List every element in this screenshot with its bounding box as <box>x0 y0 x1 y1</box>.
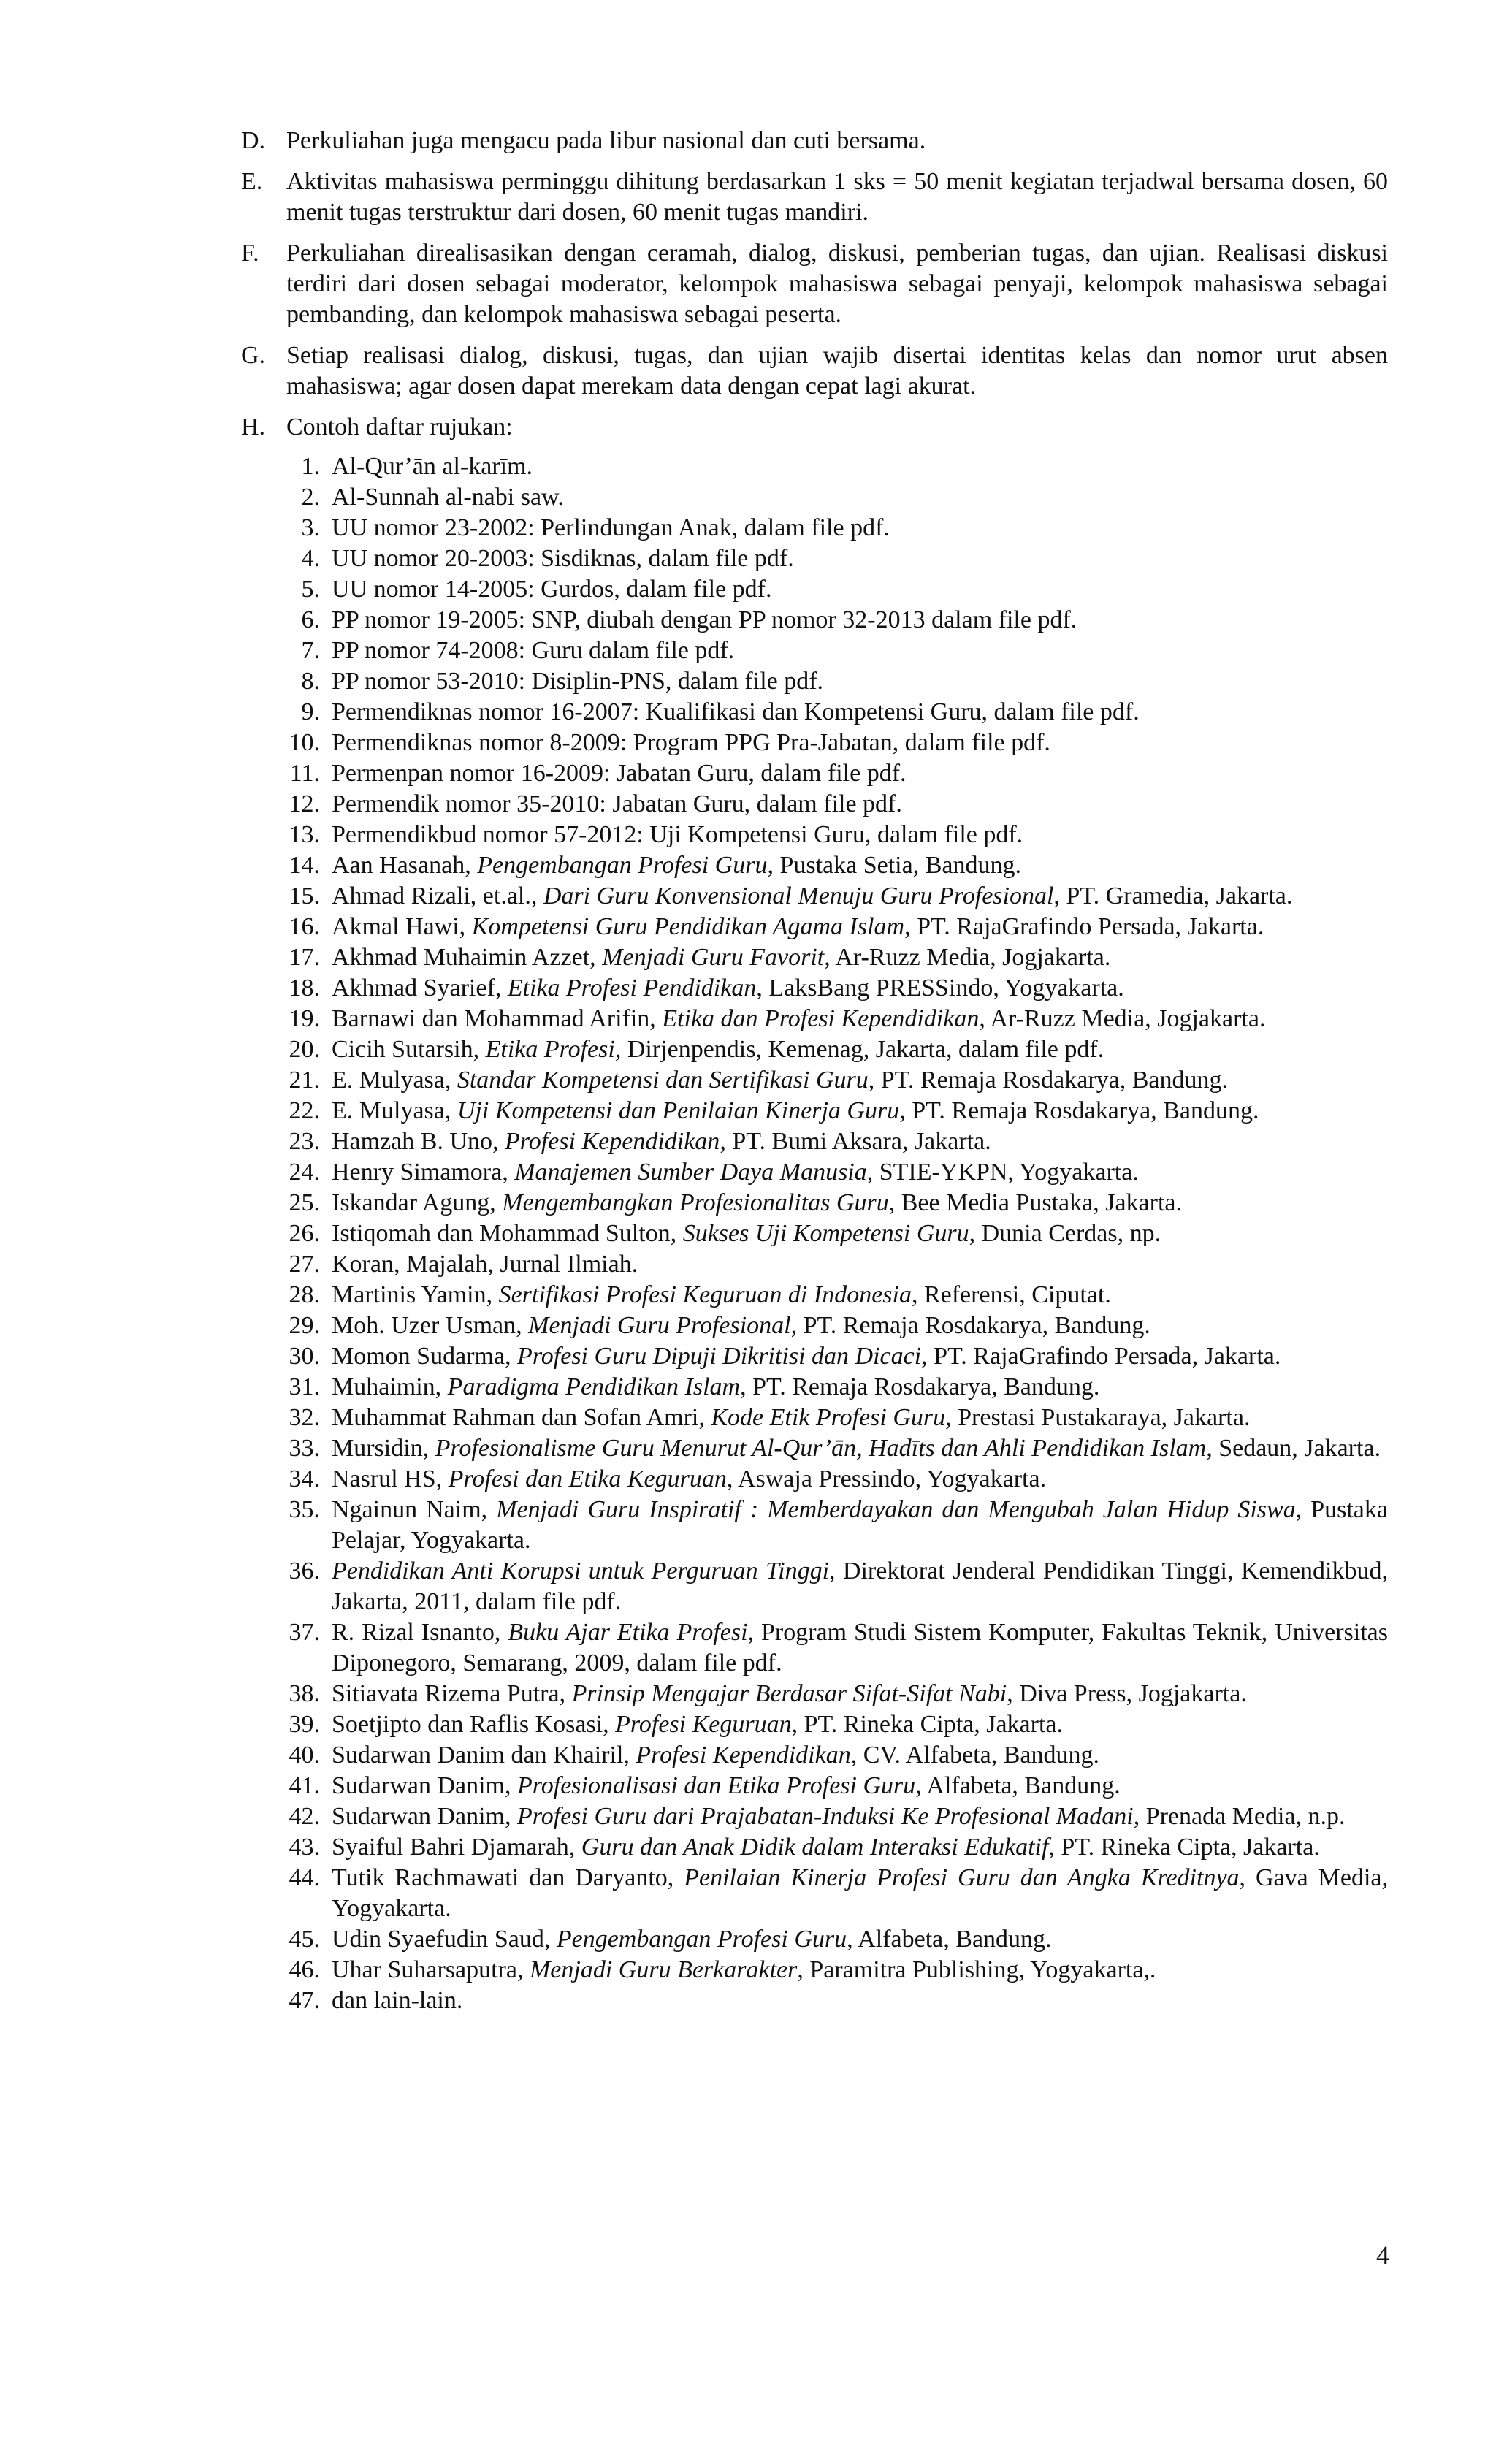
reference-number: 4. <box>301 545 320 572</box>
reference-number: 17. <box>289 944 320 971</box>
reference-title: Manajemen Sumber Daya Manusia <box>514 1159 867 1186</box>
reference-number: 22. <box>289 1097 320 1124</box>
reference-publisher: , Referensi, Ciputat. <box>911 1281 1111 1308</box>
reference-author: Udin Syaefudin Saud, <box>332 1926 557 1953</box>
reference-item <box>286 1556 1388 1617</box>
reference-author: Martinis Yamin, <box>332 1281 499 1308</box>
reference-item <box>286 1249 1388 1280</box>
reference-title: Guru dan Anak Didik dalam Interaksi Edukatif <box>581 1834 1049 1861</box>
reference-item <box>286 1065 1388 1096</box>
reference-author: Sitiavata Rizema Putra, <box>332 1680 572 1707</box>
reference-title: Sukses Uji Kompetensi Guru <box>682 1220 969 1247</box>
reference-title: Menjadi Guru Favorit <box>602 944 825 971</box>
reference-number: 3. <box>301 514 320 541</box>
reference-item <box>286 1863 1388 1924</box>
reference-number: 11. <box>289 760 320 787</box>
section-text: Perkuliahan direalisasikan dengan ceramah, dialog, diskusi, pemberian tugas, dan ujian. Realisasi diskusi terdiri dari dosen sebagai moderator, kelompok mahasiswa sebagai penyaji, kelompok mahasiswa sebagai pembanding, dan kelompok mahasiswa sebagai peserta. <box>286 240 1388 328</box>
reference-title: Paradigma Pendidikan Islam <box>447 1373 741 1400</box>
reference-item <box>286 1617 1388 1679</box>
reference-publisher: , Program Studi Sistem Komputer, Fakultas Teknik, Universitas Diponegoro, Semarang, 2009, dalam file pdf. <box>332 1619 1388 1677</box>
reference-publisher: , Dunia Cerdas, np. <box>969 1220 1161 1247</box>
reference-item <box>286 1709 1388 1740</box>
reference-number: 6. <box>301 606 320 633</box>
reference-publisher: , Direktorat Jenderal Pendidikan Tinggi, Kemendikbud, Jakarta, 2011, dalam file pdf. <box>332 1557 1388 1615</box>
reference-author: Permendiknas nomor 16-2007: Kualifikasi dan Kompetensi Guru, dalam file pdf. <box>332 698 1140 725</box>
section-text: Aktivitas mahasiswa perminggu dihitung berdasarkan 1 sks = 50 menit kegiatan terjadwal bersama dosen, 60 menit tugas terstruktur dari dosen, 60 menit tugas mandiri. <box>286 168 1388 226</box>
reference-item <box>286 605 1388 636</box>
reference-item <box>286 1280 1388 1311</box>
reference-number: 43. <box>289 1834 320 1861</box>
reference-item <box>286 1495 1388 1556</box>
reference-item <box>286 1832 1388 1863</box>
reference-publisher: , Paramitra Publishing, Yogyakarta,. <box>797 1956 1156 1983</box>
reference-title: Menjadi Guru Profesional <box>528 1312 791 1339</box>
section-item-d <box>241 126 1388 156</box>
reference-author: Permenpan nomor 16-2009: Jabatan Guru, dalam file pdf. <box>332 760 907 787</box>
reference-publisher: , Pustaka Pelajar, Yogyakarta. <box>332 1496 1388 1554</box>
reference-publisher: , Pustaka Setia, Bandung. <box>767 852 1021 879</box>
section-letter: H. <box>241 413 266 440</box>
reference-title: Mengembangkan Profesionalitas Guru <box>502 1189 889 1216</box>
reference-number: 1. <box>301 453 320 480</box>
reference-number: 31. <box>289 1373 320 1400</box>
section-letter: E. <box>241 168 263 195</box>
reference-item <box>286 1740 1388 1771</box>
reference-number: 5. <box>301 576 320 603</box>
reference-item <box>286 1771 1388 1801</box>
reference-publisher: , PT. RajaGrafindo Persada, Jakarta. <box>921 1343 1281 1370</box>
reference-author: Syaiful Bahri Djamarah, <box>332 1834 581 1861</box>
reference-item <box>286 1403 1388 1433</box>
reference-author: R. Rizal Isnanto, <box>332 1619 508 1646</box>
reference-title: Profesi Kependidikan <box>636 1742 851 1769</box>
reference-author: Muhammat Rahman dan Sofan Amri, <box>332 1404 711 1431</box>
reference-publisher: , Dirjenpendis, Kemenag, Jakarta, dalam file pdf. <box>614 1036 1104 1063</box>
reference-title: Etika dan Profesi Kependidikan <box>662 1005 980 1032</box>
reference-number: 37. <box>289 1619 320 1646</box>
reference-item <box>286 1433 1388 1464</box>
reference-item <box>286 1341 1388 1372</box>
reference-author: Aan Hasanah, <box>332 852 478 879</box>
reference-number: 26. <box>289 1220 320 1247</box>
reference-publisher: , PT. Bumi Aksara, Jakarta. <box>720 1128 991 1155</box>
reference-item <box>286 912 1388 942</box>
reference-item <box>286 850 1388 881</box>
reference-item <box>286 1096 1388 1126</box>
reference-number: 35. <box>289 1496 320 1523</box>
reference-publisher: , Alfabeta, Bandung. <box>847 1926 1052 1953</box>
reference-item <box>286 543 1388 574</box>
reference-title: Pendidikan Anti Korupsi untuk Perguruan Tinggi <box>332 1557 830 1584</box>
reference-author: Uhar Suharsaputra, <box>332 1956 530 1983</box>
reference-number: 41. <box>289 1772 320 1799</box>
section-list <box>241 126 1388 2026</box>
reference-title: Menjadi Guru Inspiratif : Memberdayakan dan Mengubah Jalan Hidup Siswa <box>496 1496 1296 1523</box>
reference-publisher: , PT. Remaja Rosdakarya, Bandung. <box>790 1312 1150 1339</box>
reference-author: Muhaimin, <box>332 1373 448 1400</box>
reference-title: Profesi dan Etika Keguruan <box>448 1465 727 1492</box>
reference-author: Akhmad Syarief, <box>332 974 508 1002</box>
reference-item <box>286 1679 1388 1709</box>
reference-title: Pengembangan Profesi Guru <box>477 852 768 879</box>
reference-title: Buku Ajar Etika Profesi <box>508 1619 748 1646</box>
reference-author: Momon Sudarma, <box>332 1343 518 1370</box>
reference-item <box>286 697 1388 728</box>
reference-item <box>286 636 1388 666</box>
reference-publisher: , Bee Media Pustaka, Jakarta. <box>888 1189 1182 1216</box>
reference-item <box>286 1218 1388 1249</box>
reference-item <box>286 513 1388 543</box>
reference-item <box>286 1188 1388 1218</box>
reference-number: 39. <box>289 1711 320 1738</box>
section-text: Contoh daftar rujukan: <box>286 413 513 440</box>
reference-number: 20. <box>289 1036 320 1063</box>
reference-number: 30. <box>289 1343 320 1370</box>
reference-number: 40. <box>289 1742 320 1769</box>
reference-author: UU nomor 23-2002: Perlindungan Anak, dalam file pdf. <box>332 514 890 541</box>
reference-item <box>286 1986 1388 2016</box>
reference-item <box>286 1311 1388 1341</box>
reference-publisher: , PT. Remaja Rosdakarya, Bandung. <box>740 1373 1100 1400</box>
section-item-g <box>241 340 1388 402</box>
reference-author: UU nomor 20-2003: Sisdiknas, dalam file pdf. <box>332 545 794 572</box>
reference-item <box>286 1955 1388 1986</box>
reference-publisher: , PT. Rineka Cipta, Jakarta. <box>1048 1834 1320 1861</box>
reference-item <box>286 1126 1388 1157</box>
reference-title: Profesi Guru Dipuji Dikritisi dan Dicaci <box>517 1343 922 1370</box>
reference-publisher: , Ar-Ruzz Media, Jogjakarta. <box>824 944 1111 971</box>
reference-title: Sertifikasi Profesi Keguruan di Indonesia <box>498 1281 912 1308</box>
reference-number: 8. <box>301 668 320 695</box>
reference-number: 24. <box>289 1159 320 1186</box>
reference-author: Akmal Hawi, <box>332 913 472 940</box>
reference-author: Mursidin, <box>332 1435 435 1462</box>
reference-title: Uji Kompetensi dan Penilaian Kinerja Guru <box>457 1097 900 1124</box>
reference-author: Henry Simamora, <box>332 1159 515 1186</box>
page-number: 4 <box>1376 2240 1389 2270</box>
reference-publisher: , Ar-Ruzz Media, Jogjakarta. <box>979 1005 1266 1032</box>
section-letter: F. <box>241 240 259 267</box>
reference-item <box>286 758 1388 789</box>
reference-number: 13. <box>289 821 320 848</box>
reference-item <box>286 1034 1388 1065</box>
reference-author: PP nomor 53-2010: Disiplin-PNS, dalam file pdf. <box>332 668 824 695</box>
reference-author: Ngainun Naim, <box>332 1496 497 1523</box>
reference-number: 34. <box>289 1465 320 1492</box>
reference-author: E. Mulyasa, <box>332 1067 457 1094</box>
reference-item <box>286 820 1388 850</box>
reference-publisher: , STIE-YKPN, Yogyakarta. <box>866 1159 1139 1186</box>
reference-title: Dari Guru Konvensional Menuju Guru Profesional <box>543 882 1054 909</box>
reference-number: 23. <box>289 1128 320 1155</box>
section-letter: D. <box>241 127 266 154</box>
reference-item <box>286 451 1388 482</box>
reference-item <box>286 1924 1388 1955</box>
reference-publisher: , CV. Alfabeta, Bandung. <box>850 1742 1099 1769</box>
reference-number: 28. <box>289 1281 320 1308</box>
reference-title: Profesionalisasi dan Etika Profesi Guru <box>517 1772 916 1799</box>
reference-title: Etika Profesi Pendidikan <box>507 974 757 1002</box>
reference-author: Moh. Uzer Usman, <box>332 1312 529 1339</box>
reference-number: 21. <box>289 1067 320 1094</box>
reference-author: Ahmad Rizali, et.al., <box>332 882 543 909</box>
reference-title: Pengembangan Profesi Guru <box>556 1926 847 1953</box>
reference-number: 36. <box>289 1557 320 1584</box>
reference-item <box>286 881 1388 912</box>
reference-publisher: , Diva Press, Jogjakarta. <box>1007 1680 1247 1707</box>
reference-number: 18. <box>289 974 320 1002</box>
reference-number: 7. <box>301 637 320 664</box>
reference-publisher: , PT. Gramedia, Jakarta. <box>1053 882 1293 909</box>
reference-author: Nasrul HS, <box>332 1465 449 1492</box>
reference-number: 12. <box>289 790 320 817</box>
reference-item <box>286 1464 1388 1495</box>
reference-number: 14. <box>289 852 320 879</box>
reference-publisher: , Prenada Media, n.p. <box>1133 1803 1346 1830</box>
reference-publisher: , Sedaun, Jakarta. <box>1206 1435 1381 1462</box>
reference-item <box>286 728 1388 758</box>
reference-list <box>286 451 1388 2016</box>
reference-item <box>286 1372 1388 1403</box>
reference-number: 46. <box>289 1956 320 1983</box>
reference-number: 25. <box>289 1189 320 1216</box>
reference-author: Sudarwan Danim, <box>332 1772 518 1799</box>
reference-author: Barnawi dan Mohammad Arifin, <box>332 1005 663 1032</box>
reference-author: Sudarwan Danim dan Khairil, <box>332 1742 636 1769</box>
reference-item <box>286 973 1388 1004</box>
reference-item <box>286 789 1388 820</box>
reference-number: 15. <box>289 882 320 909</box>
reference-number: 2. <box>301 484 320 511</box>
section-text: Setiap realisasi dialog, diskusi, tugas, dan ujian wajib disertai identitas kelas dan nomor urut absen mahasiswa; agar dosen dapat merekam data dengan cepat lagi akurat. <box>286 342 1388 400</box>
reference-item <box>286 1157 1388 1188</box>
reference-title: Kode Etik Profesi Guru <box>711 1404 946 1431</box>
reference-title: Menjadi Guru Berkarakter <box>529 1956 798 1983</box>
reference-author: Soetjipto dan Raflis Kosasi, <box>332 1711 616 1738</box>
reference-number: 19. <box>289 1005 320 1032</box>
reference-author: Permendikbud nomor 57-2012: Uji Kompetensi Guru, dalam file pdf. <box>332 821 1023 848</box>
reference-publisher: , PT. Remaja Rosdakarya, Bandung. <box>868 1067 1229 1094</box>
reference-author: Istiqomah dan Mohammad Sulton, <box>332 1220 683 1247</box>
reference-publisher: , Prestasi Pustakaraya, Jakarta. <box>945 1404 1251 1431</box>
reference-number: 10. <box>289 729 320 756</box>
reference-author: Koran, Majalah, Jurnal Ilmiah. <box>332 1251 638 1278</box>
reference-author: Tutik Rachmawati dan Daryanto, <box>332 1864 684 1891</box>
reference-author: Sudarwan Danim, <box>332 1803 518 1830</box>
reference-author: Al-Qur’ān al-karīm. <box>332 453 533 480</box>
reference-item <box>286 1801 1388 1832</box>
reference-item <box>286 574 1388 605</box>
reference-number: 29. <box>289 1312 320 1339</box>
section-text: Perkuliahan juga mengacu pada libur nasional dan cuti bersama. <box>286 127 926 154</box>
reference-publisher: , PT. Rineka Cipta, Jakarta. <box>791 1711 1064 1738</box>
reference-number: 44. <box>289 1864 320 1891</box>
reference-item <box>286 1004 1388 1034</box>
reference-author: Al-Sunnah al-nabi saw. <box>332 484 564 511</box>
reference-title: Standar Kompetensi dan Sertifikasi Guru <box>457 1067 869 1094</box>
section-item-h <box>241 412 1388 2016</box>
reference-number: 9. <box>301 698 320 725</box>
reference-title: Kompetensi Guru Pendidikan Agama Islam <box>471 913 905 940</box>
reference-publisher: , LaksBang PRESSindo, Yogyakarta. <box>756 974 1124 1002</box>
reference-publisher: , Alfabeta, Bandung. <box>915 1772 1121 1799</box>
reference-item <box>286 666 1388 697</box>
reference-publisher: , Gava Media, Yogyakarta. <box>332 1864 1388 1922</box>
reference-author: Permendik nomor 35-2010: Jabatan Guru, dalam file pdf. <box>332 790 902 817</box>
reference-item <box>286 482 1388 513</box>
reference-author: dan lain-lain. <box>332 1987 463 2014</box>
reference-title: Profesi Kependidikan <box>505 1128 720 1155</box>
reference-author: Cicih Sutarsih, <box>332 1036 486 1063</box>
reference-author: UU nomor 14-2005: Gurdos, dalam file pdf. <box>332 576 772 603</box>
reference-number: 33. <box>289 1435 320 1462</box>
reference-number: 45. <box>289 1926 320 1953</box>
reference-number: 47. <box>289 1987 320 2014</box>
reference-publisher: , PT. RajaGrafindo Persada, Jakarta. <box>904 913 1264 940</box>
reference-author: E. Mulyasa, <box>332 1097 457 1124</box>
reference-number: 32. <box>289 1404 320 1431</box>
reference-author: PP nomor 19-2005: SNP, diubah dengan PP nomor 32-2013 dalam file pdf. <box>332 606 1077 633</box>
reference-title: Profesi Keguruan <box>615 1711 792 1738</box>
reference-number: 42. <box>289 1803 320 1830</box>
reference-publisher: , PT. Remaja Rosdakarya, Bandung. <box>899 1097 1259 1124</box>
reference-number: 38. <box>289 1680 320 1707</box>
reference-publisher: , Aswaja Pressindo, Yogyakarta. <box>726 1465 1047 1492</box>
reference-number: 27. <box>289 1251 320 1278</box>
reference-title: Profesi Guru dari Prajabatan-Induksi Ke Profesional Madani <box>517 1803 1134 1830</box>
section-item-f <box>241 238 1388 330</box>
reference-number: 16. <box>289 913 320 940</box>
reference-author: Akhmad Muhaimin Azzet, <box>332 944 603 971</box>
reference-title: Prinsip Mengajar Berdasar Sifat-Sifat Nabi <box>571 1680 1007 1707</box>
reference-title: Profesionalisme Guru Menurut Al-Qur’ān, Hadīts dan Ahli Pendidikan Islam <box>435 1435 1207 1462</box>
reference-author: Iskandar Agung, <box>332 1189 503 1216</box>
section-letter: G. <box>241 342 266 369</box>
reference-title: Etika Profesi <box>485 1036 615 1063</box>
reference-author: PP nomor 74-2008: Guru dalam file pdf. <box>332 637 735 664</box>
reference-title: Penilaian Kinerja Profesi Guru dan Angka Kreditnya <box>684 1864 1240 1891</box>
reference-author: Permendiknas nomor 8-2009: Program PPG Pra-Jabatan, dalam file pdf. <box>332 729 1050 756</box>
section-item-e <box>241 167 1388 228</box>
reference-item <box>286 942 1388 973</box>
reference-author: Hamzah B. Uno, <box>332 1128 505 1155</box>
